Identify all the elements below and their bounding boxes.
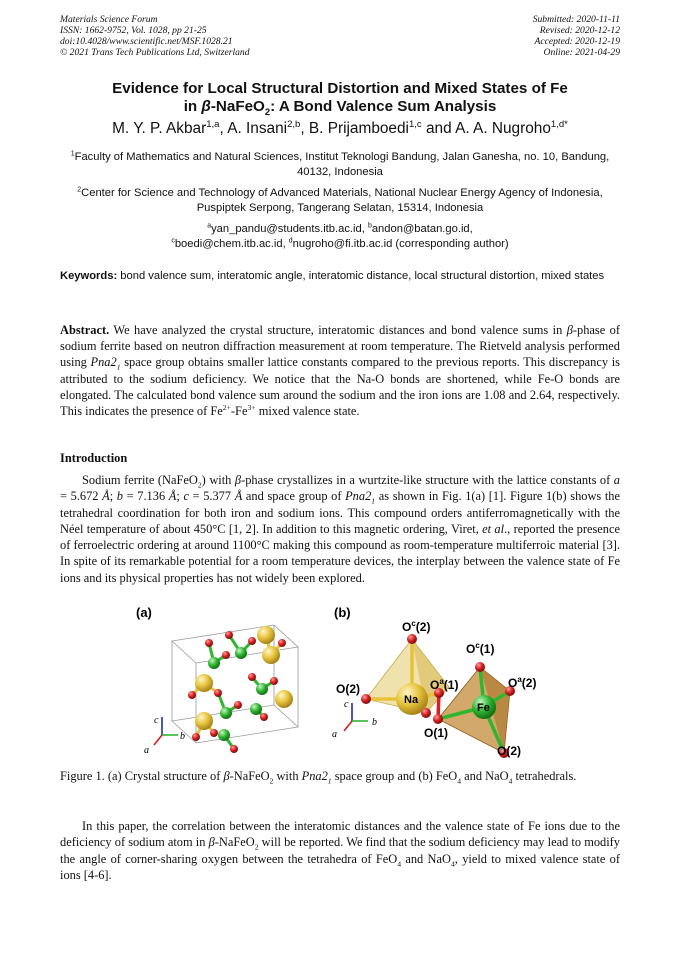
caption-sub: 4 [457, 776, 462, 786]
sodium-atom [275, 690, 293, 708]
intro-symbol: a [613, 473, 620, 487]
iron-atom [218, 729, 230, 741]
caption-text: with [273, 769, 302, 783]
intro-symbol: b [116, 489, 123, 504]
title-line-1: Evidence for Local Structural Distortion and Mixed States of Fe [112, 80, 568, 97]
caption-text: Figure 1. (a) Crystal structure of [60, 769, 224, 783]
para-text: -NaFeO [214, 835, 255, 850]
email-sup: c [171, 236, 175, 244]
oxygen-atom [260, 713, 268, 721]
email-sup: b [367, 222, 372, 230]
iron-atom [208, 657, 220, 669]
intro-unit: Å [168, 489, 177, 504]
intro-beta: β [234, 473, 242, 487]
author-emails [60, 222, 620, 251]
title-sub: 2 [264, 106, 271, 118]
title-text: : A Bond Valence Sum Analysis [270, 98, 497, 115]
title-line-2 [60, 98, 620, 116]
intro-text: as shown in Fig. 1(a) [1]. Figure 1(b) shows the tetrahedral coordination for both iron and sodium ions. This compound orders antiferromagnetically with the Néel temperature of about 450°C [1, 2]. In addition to this magnetic ordering, Viret, [60, 489, 620, 536]
email-sup: a [207, 222, 212, 230]
affiliation-text: Faculty of Mathematics and Natural Sciences, Institut Teknologi Bandung, Jalan Ganesha, no. 10, Bandung, 40132, Indonesia [74, 151, 610, 178]
section-heading-introduction: Introduction [60, 451, 128, 465]
label-oc1-idx: (1) [479, 642, 495, 656]
caption-beta: β [223, 769, 230, 783]
para-sub: 4 [397, 859, 402, 869]
axis-c-label: c [154, 715, 159, 726]
author-sup: 1,a [206, 118, 220, 130]
abstract-sup: 3+ [247, 402, 256, 412]
panel-b-label: (b) [334, 605, 351, 620]
caption-text: tetrahedrals. [512, 769, 577, 783]
abstract-label: Abstract. [60, 323, 110, 337]
title-beta: β [201, 98, 211, 115]
oxygen-atom [248, 673, 256, 681]
author-sep: , [300, 120, 309, 137]
oxygen-o2-left [361, 694, 371, 704]
author-name: M. Y. P. Akbar [112, 120, 207, 137]
author-name: B. Prijamboedi [308, 120, 409, 137]
intro-text: ) with [201, 473, 235, 487]
oxygen-atom [230, 745, 238, 753]
oxygen-atom [225, 631, 233, 639]
label-oa1-idx: (1) [443, 678, 459, 692]
intro-space-group: Pna2 [345, 489, 372, 504]
sodium-atom [257, 626, 275, 644]
svg-text:Oa(2) [508, 675, 536, 690]
intro-symbol: c [183, 489, 189, 504]
para-text: In this paper, the correlation between the interatomic distances and the valence state of Fe ions due to the deficiency of sodium atom in [60, 819, 620, 850]
label-oa2-sup: a [517, 675, 522, 684]
intro-text: ., reported the presence of ferroelectric ordering at around 1100°C making this compound as room-temperature multiferroic material [3]. In spite of its remarkable potential for a room temperature devices, the interplay between the valence state of Fe ions and its physical properties has not widely been explored. [60, 521, 620, 585]
label-oa2: O [508, 676, 518, 690]
panel-b-tetrahedra [332, 605, 536, 758]
email-link[interactable]: andon@batan.go.id, [371, 223, 473, 235]
oxygen-atom [248, 637, 256, 645]
iron-atom [250, 703, 262, 715]
label-oc2-idx: (2) [415, 620, 431, 634]
caption-sub: 2 [269, 776, 274, 786]
atoms [188, 626, 293, 753]
abstract-beta: β [566, 323, 573, 337]
abstract-text: space group obtains smaller lattice constants compared to the previous reports. This discrepancy is attributed to the sodium deficiency. We notice that the Na-O bonds are shortened, while Fe-O bonds are elongated. The calculated bond valence sum around the sodium and the iron ions are 1.08 and 2.64, respectively. This indicates the presence of Fe [60, 355, 620, 419]
intro-unit: Å [102, 489, 110, 504]
label-oc2-sup: c [411, 619, 416, 628]
author-sup: 2,b [287, 118, 301, 130]
label-oa1-sup: a [439, 677, 444, 686]
label-oc2: O [402, 620, 412, 634]
author-sep: and [421, 120, 456, 137]
axis-b-label: b [372, 717, 377, 728]
abstract-space-group: Pna2 [90, 355, 117, 370]
label-oc1: O [466, 642, 476, 656]
intro-unit: Å [234, 489, 243, 504]
sodium-atom [262, 646, 280, 664]
intro-text: and space group of [242, 489, 346, 504]
panel-a-label: (a) [136, 605, 152, 620]
email-link[interactable]: nugroho@fi.itb.ac.id (corresponding author) [292, 237, 509, 250]
label-na: Na [404, 694, 419, 706]
label-o2-bottom: O(2) [497, 744, 521, 758]
journal-name: Materials Science Forum [60, 14, 158, 25]
label-oa1: O [430, 678, 440, 692]
oxygen-atom [192, 733, 200, 741]
caption-space-group-sub: 1 [327, 776, 332, 786]
introduction-paragraph [60, 472, 620, 586]
axes-triad-b [332, 699, 377, 740]
panel-a-crystal-structure [136, 605, 298, 756]
abstract [60, 322, 620, 419]
title-text: in [183, 98, 202, 115]
svg-text:Oa(1) [430, 677, 458, 692]
body-paragraph-2 [60, 818, 620, 883]
oxygen-oc2 [407, 634, 417, 644]
date-submitted: Submitted: 2020-11-11 [532, 14, 620, 25]
label-fe: Fe [477, 702, 490, 714]
para-beta: β [208, 835, 215, 850]
figure-caption [60, 768, 620, 784]
oxygen-atom [188, 691, 196, 699]
caption-text: -NaFeO [229, 769, 270, 783]
intro-text: = 7.136 [123, 489, 169, 504]
abstract-space-group-sub: 1 [116, 362, 121, 372]
iron-atom [220, 707, 232, 719]
email-link[interactable]: boedi@chem.itb.ac.id, [174, 237, 289, 250]
journal-info [60, 14, 250, 58]
label-oa2-idx: (2) [521, 676, 537, 690]
intro-text: -phase crystallizes in a wurtzite-like structure with the lattice constants of [241, 473, 614, 487]
abstract-text: -Fe [230, 404, 248, 419]
abstract-text: -phase of sodium ferrite based on neutron diffraction measurement at room temperature. The Rietveld analysis performed using [60, 323, 620, 370]
para-text: will be reported. We find that the sodium deficiency may lead to modify the angle of corner-sharing oxygen between the tetrahedra of FeO [60, 835, 620, 866]
caption-space-group: Pna2 [301, 769, 328, 783]
intro-text: ; [109, 489, 117, 504]
abstract-text: mixed valence state. [255, 404, 360, 419]
author-name: A. Insani [227, 120, 288, 137]
affiliation-sup: 1 [70, 150, 75, 158]
caption-text: and NaO [461, 769, 509, 783]
author-sep: , [219, 120, 228, 137]
journal-copyright: © 2021 Trans Tech Publications Ltd, Switzerland [60, 47, 250, 58]
journal-issn: ISSN: 1662-9752, Vol. 1028, pp 21-25 [60, 25, 207, 36]
intro-sub: 2 [197, 480, 202, 490]
keywords-label: Keywords: [60, 270, 118, 282]
axes-triad-a [144, 715, 185, 756]
email-link[interactable]: yan_pandu@students.itb.ac.id, [211, 223, 368, 235]
email-line-2 [60, 237, 620, 252]
oxygen-atom [222, 651, 230, 659]
author-name: A. A. Nugroho [455, 120, 551, 137]
oxygen-atom [270, 677, 278, 685]
affiliation-1 [60, 150, 620, 179]
iron-atom [256, 683, 268, 695]
oxygen-atom [278, 639, 286, 647]
para-text: , yield to mixed valence state of ions [4-6]. [60, 851, 621, 882]
caption-text: space group and (b) FeO [331, 769, 458, 783]
abstract-sup: 2+ [222, 402, 231, 412]
oxygen-atom [234, 701, 242, 709]
axis-b-label: b [180, 731, 185, 742]
intro-space-group-sub: 1 [371, 496, 376, 506]
author-list [60, 120, 620, 138]
intro-text: = 5.672 [60, 489, 103, 504]
para-sub: 2 [254, 842, 259, 852]
sodium-atom [195, 712, 213, 730]
svg-text:Oc(1) [466, 641, 494, 656]
svg-text:Oc(2) [402, 619, 430, 634]
date-online: Online: 2021-04-29 [543, 47, 620, 58]
intro-text: Sodium ferrite (NaFeO [82, 473, 198, 487]
sodium-atom [195, 674, 213, 692]
axis-a-label: a [144, 745, 149, 756]
affiliation-sup: 2 [77, 186, 82, 194]
paper-title [60, 80, 620, 116]
intro-et-al: et al [482, 521, 505, 536]
affiliation-2 [60, 186, 620, 215]
axis-c-label: c [344, 699, 349, 710]
keywords-text: bond valence sum, interatomic angle, interatomic distance, local structural distortion, mixed states [117, 270, 605, 282]
oxygen-atom [214, 689, 222, 697]
label-o1: O(1) [424, 726, 448, 740]
affiliation-text: Center for Science and Technology of Advanced Materials, National Nuclear Energy Agency of Indonesia, Puspiptek Serpong, Tangerang Selatan, 15314, Indonesia [81, 187, 603, 214]
journal-doi: doi:10.4028/www.scientific.net/MSF.1028.21 [60, 36, 233, 47]
keywords [60, 269, 620, 284]
oxygen-shared [433, 714, 443, 724]
oxygen-atom [205, 639, 213, 647]
oxygen-o1 [421, 708, 431, 718]
figure-1 [134, 603, 554, 763]
label-o2-left: O(2) [336, 682, 360, 696]
date-accepted: Accepted: 2020-12-19 [534, 36, 620, 47]
email-sup: d [288, 236, 293, 244]
date-revised: Revised: 2020-12-12 [539, 25, 620, 36]
abstract-text: We have analyzed the crystal structure, interatomic distances and bond valence sums in [109, 323, 567, 337]
para-text: and NaO [401, 851, 451, 866]
axis-a-label: a [332, 729, 337, 740]
caption-sub: 4 [508, 776, 513, 786]
author-sup: 1,d* [550, 118, 568, 130]
para-sub: 4 [450, 859, 455, 869]
title-formula: -NaFeO [210, 98, 265, 115]
intro-text: = 5.377 [188, 489, 235, 504]
iron-atom [235, 647, 247, 659]
publication-dates [533, 14, 620, 58]
label-oc1-sup: c [475, 641, 480, 650]
email-line-1 [60, 222, 620, 237]
oxygen-oc1 [475, 662, 485, 672]
intro-text: ; [176, 489, 184, 504]
author-sup: 1,c [408, 118, 422, 130]
oxygen-atom [210, 729, 218, 737]
